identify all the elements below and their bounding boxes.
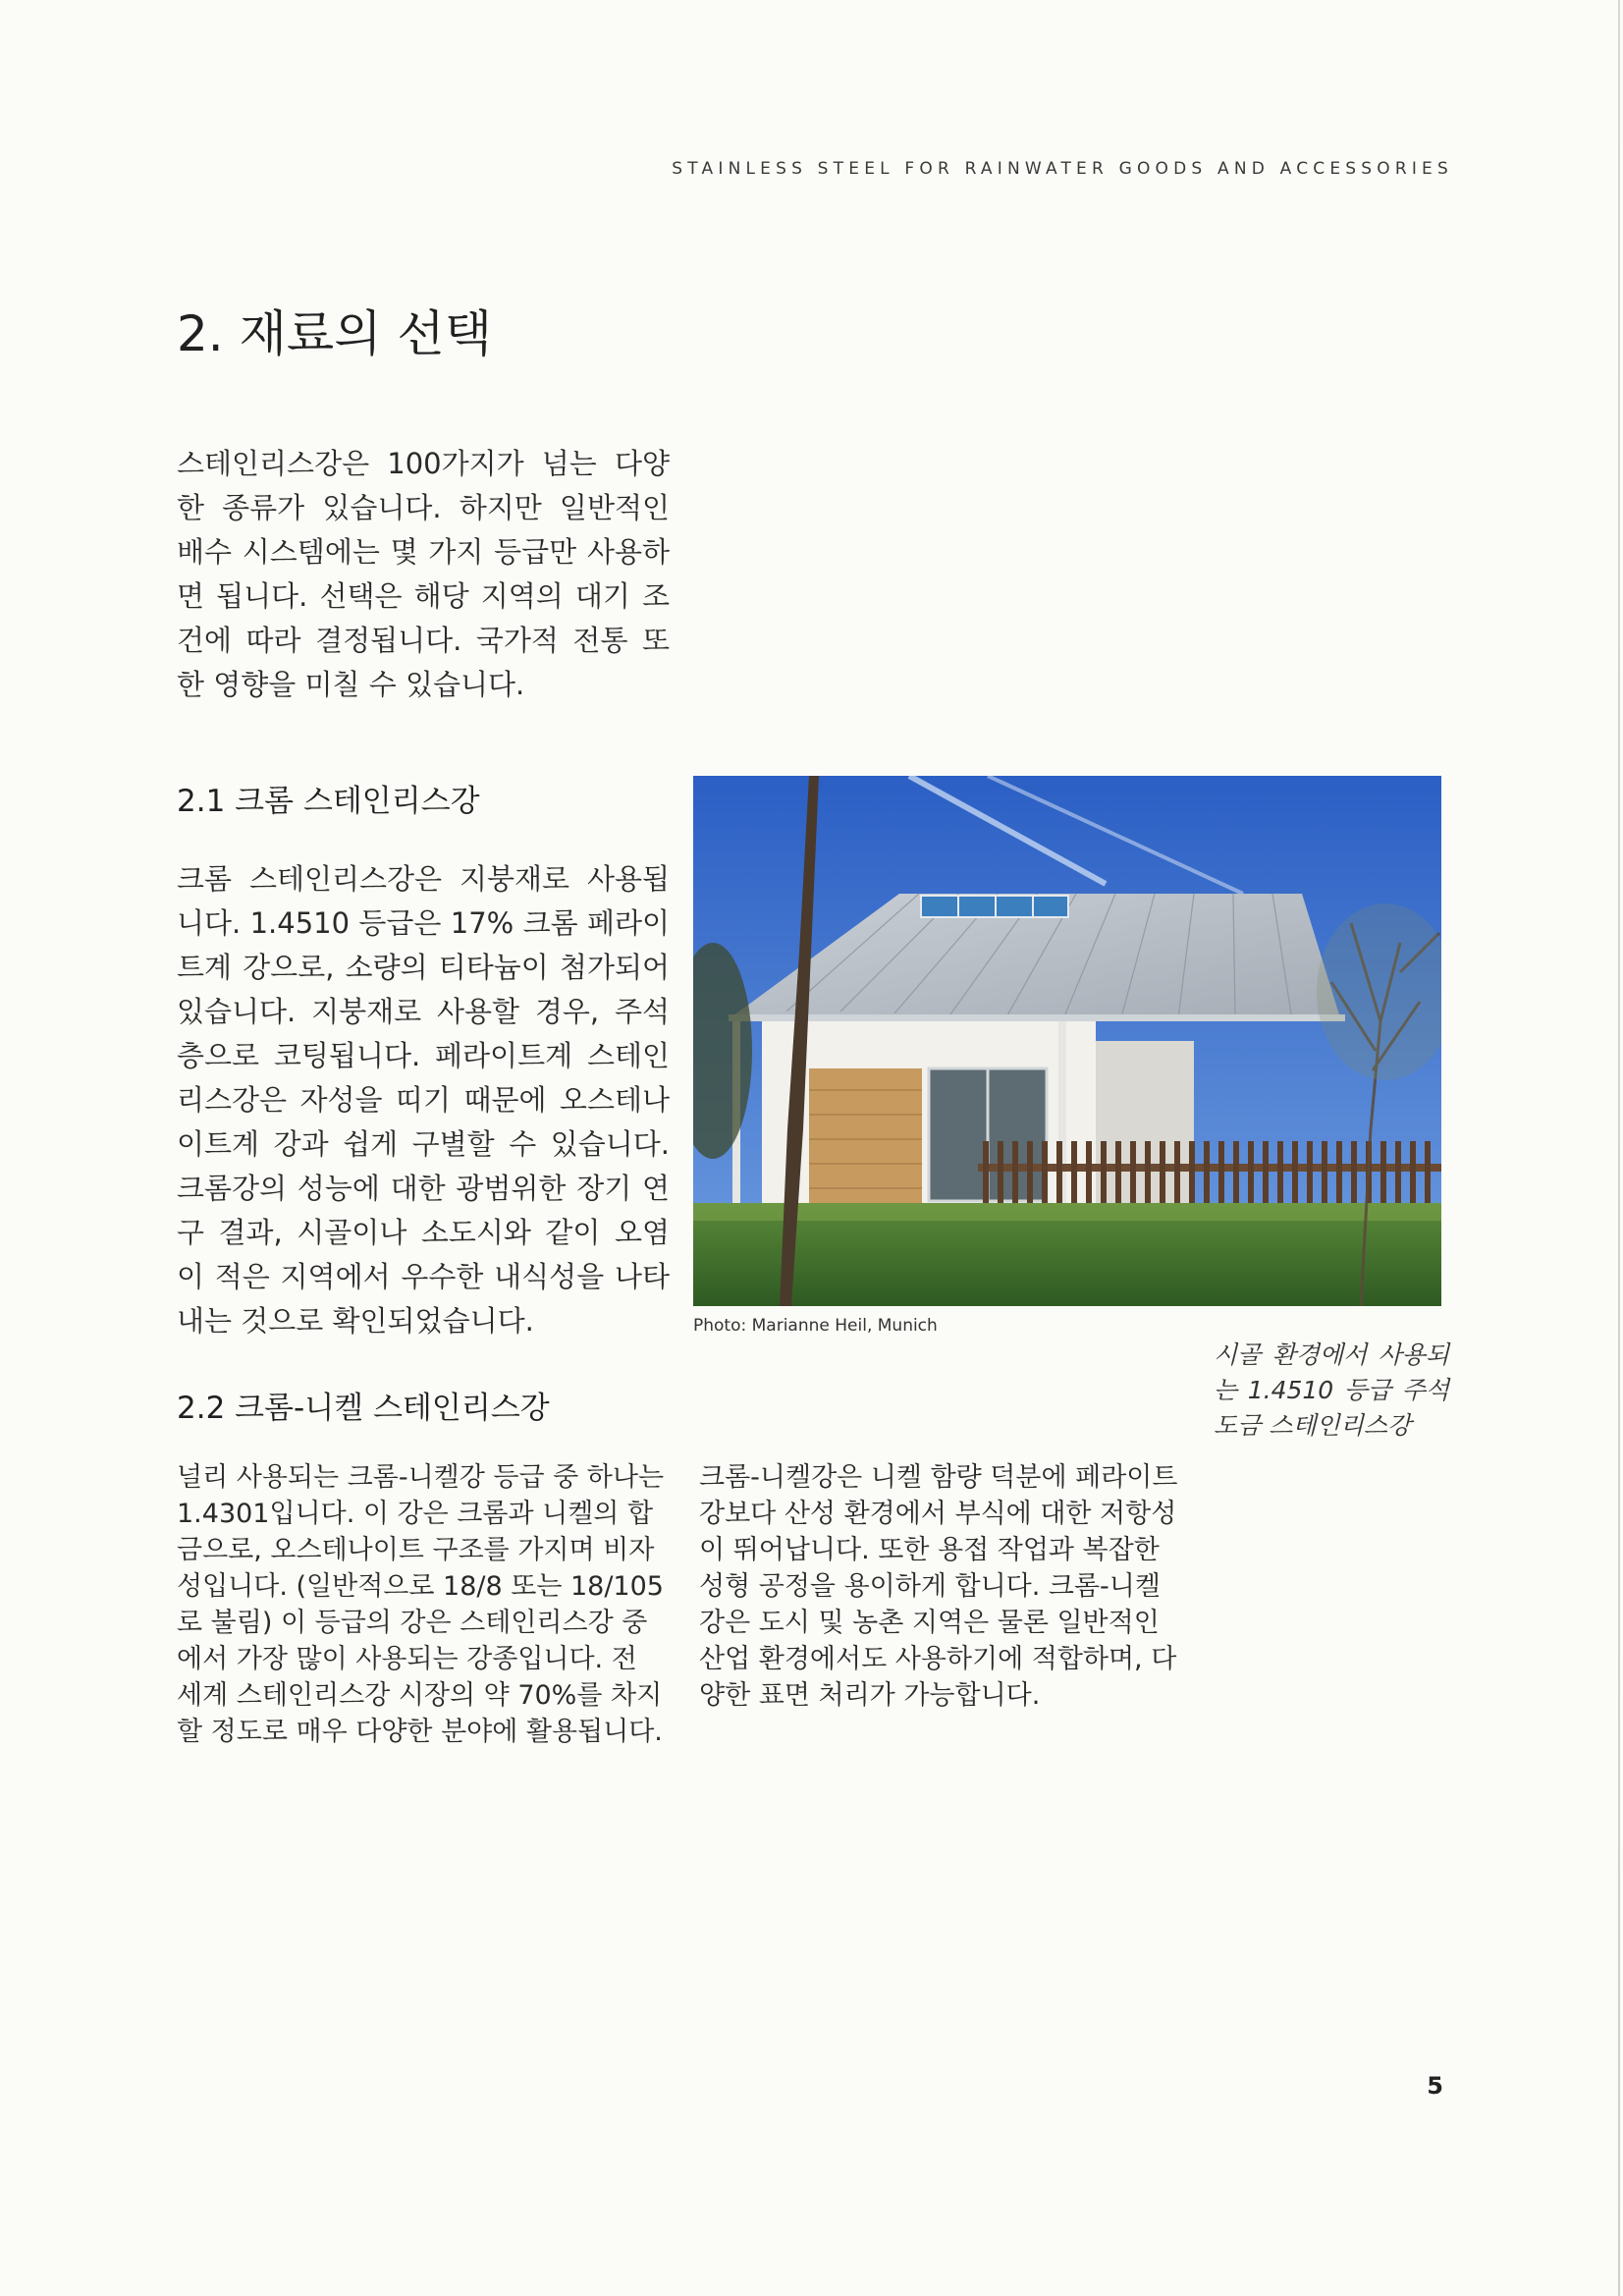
intro-paragraph: 스테인리스강은 100가지가 넘는 다양한 종류가 있습니다. 하지만 일반적인 배수 시스템에는 몇 가지 등급만 사용하면 됩니다. 선택은 해당 지역의 대기 조건에 따라 결정됩니다. 국가적 전통 또한 영향을 미칠 수 있습니다. [177,447,670,701]
house-photo [693,776,1441,1306]
section-heading-2-2: 2.2 크롬-니켈 스테인리스강 [177,1391,550,1426]
photo-credit: Photo: Marianne Heil, Munich [693,1316,938,1336]
section-body-2-2-right: 크롬-니켈강은 니켈 함량 덕분에 페라이트강보다 산성 환경에서 부식에 대한 저항성이 뛰어납니다. 또한 용접 작업과 복잡한 성형 공정을 용이하게 합니다. 크롬-니켈강은 도시 및 농촌 지역은 물론 일반적인 산업 환경에서도 사용하기에 적합하며, 다양한 표면 처리가 가능합니다. [699,1462,1178,1711]
section-body-2-1: 크롬 스테인리스강은 지붕재로 사용됩니다. 1.4510 등급은 17% 크롬 페라이트계 강으로, 소량의 티타늄이 첨가되어 있습니다. 지붕재로 사용할 경우, 주석층으로 코팅됩니다. 페라이트계 스테인리스강은 자성을 띠기 때문에 오스테나이트계 강과 쉽게 구별할 수 있습니다. 크롬강의 성능에 대한 광범위한 장기 연구 결과, 시골이나 소도시와 같이 오염이 적은 지역에서 우수한 내식성을 나타내는 것으로 확인되었습니다. [177,862,670,1338]
page-edge [1618,0,1620,2296]
section-body-2-2-left: 널리 사용되는 크롬-니켈강 등급 중 하나는 1.4301입니다. 이 강은 크롬과 니켈의 합금으로, 오스테나이트 구조를 가지며 비자성입니다. (일반적으로 18/8 또는 18/105로 불림) 이 등급의 강은 스테인리스강 중에서 가장 많이 사용되는 강종입니다. 전 세계 스테인리스강 시장의 약 70%를 차지할 정도로 매우 다양한 분야에 활용됩니다. [177,1462,665,1747]
figure-caption: 시골 환경에서 사용되는 1.4510 등급 주석 도금 스테인리스강 [1214,1340,1449,1440]
page-title: 2. 재료의 선택 [177,305,492,362]
page-number: 5 [1427,2072,1443,2100]
running-header: STAINLESS STEEL FOR RAINWATER GOODS AND ACCESSORIES [672,159,1453,179]
house-illustration [693,776,1441,1306]
section-heading-2-1: 2.1 크롬 스테인리스강 [177,784,480,819]
